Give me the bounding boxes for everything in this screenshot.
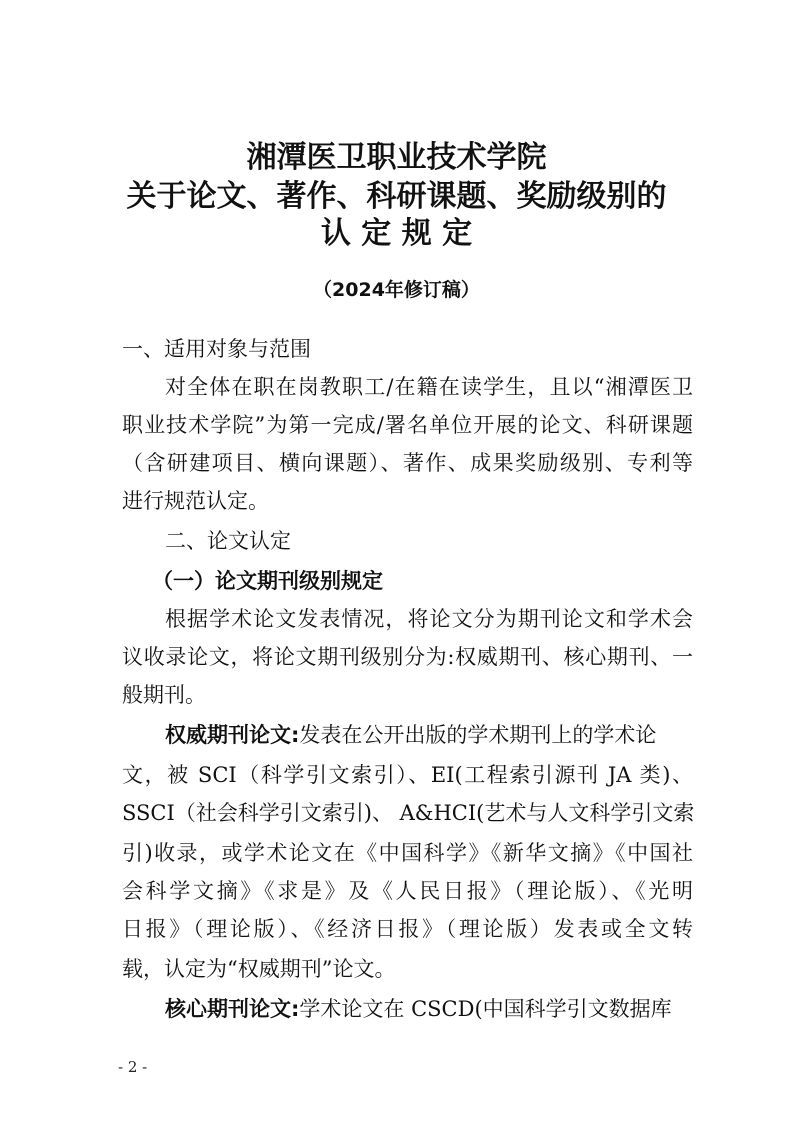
title-line-3: 认 定 规 定 [320, 216, 473, 251]
paragraph-line: SSCI（社会科学引文索引)、 A&HCI(艺术与人文科学引文索 [122, 801, 695, 825]
paragraph-line: 载，认定为“权威期刊”论文。 [122, 957, 396, 981]
paragraph-line: 议收录论文，将论文期刊级别分为:权威期刊、核心期刊、一 [122, 645, 693, 669]
section-1-heading: 一、适用对象与范围 [122, 337, 311, 361]
paragraph-line: 会科学文摘》《求是》及《人民日报》（理论版）、《光明 [122, 879, 693, 903]
paragraph-line: 般期刊。 [122, 683, 206, 707]
section-2-subheading: （一）论文期刊级别规定 [152, 569, 383, 593]
paragraph-line: （含研建项目、横向课题）、著作、成果奖励级别、专利等 [122, 451, 693, 475]
paragraph-line: 文，被 SCI（科学引文索引）、EI(工程索引源刊 JA 类)、 [122, 763, 693, 787]
paragraph-line: 引)收录，或学术论文在《中国科学》《新华文摘》《中国社 [122, 841, 693, 865]
authority-journal-text: 发表在公开出版的学术期刊上的学术论 [299, 723, 657, 747]
subtitle: （2024年修订稿） [313, 279, 480, 301]
title-line-1: 湘潭医卫职业技术学院 [246, 140, 547, 175]
paragraph-line: 职业技术学院”为第一完成/署名单位开展的论文、科研课题 [122, 413, 693, 437]
title-line-2: 关于论文、著作、科研课题、奖励级别的 [126, 179, 667, 214]
authority-journal-label: 权威期刊论文: [165, 723, 300, 747]
core-journal-first-line [165, 990, 693, 1028]
paragraph-line: 日报》（理论版）、《经济日报》（理论版）发表或全文转 [122, 917, 693, 941]
paragraph-line: 进行规范认定。 [122, 489, 269, 513]
section-2-heading: 二、论文认定 [165, 529, 291, 553]
core-journal-text: 学术论文在 CSCD(中国科学引文数据库 [299, 997, 672, 1021]
paragraph-line: 对全体在职在岗教职工/在籍在读学生，且以“湘潭医卫 [165, 375, 693, 399]
authority-journal-first-line [165, 716, 693, 754]
page-number: - 2 - [118, 1058, 148, 1076]
paragraph-line: 根据学术论文发表情况，将论文分为期刊论文和学术会 [165, 607, 693, 631]
core-journal-label: 核心期刊论文: [165, 997, 300, 1021]
